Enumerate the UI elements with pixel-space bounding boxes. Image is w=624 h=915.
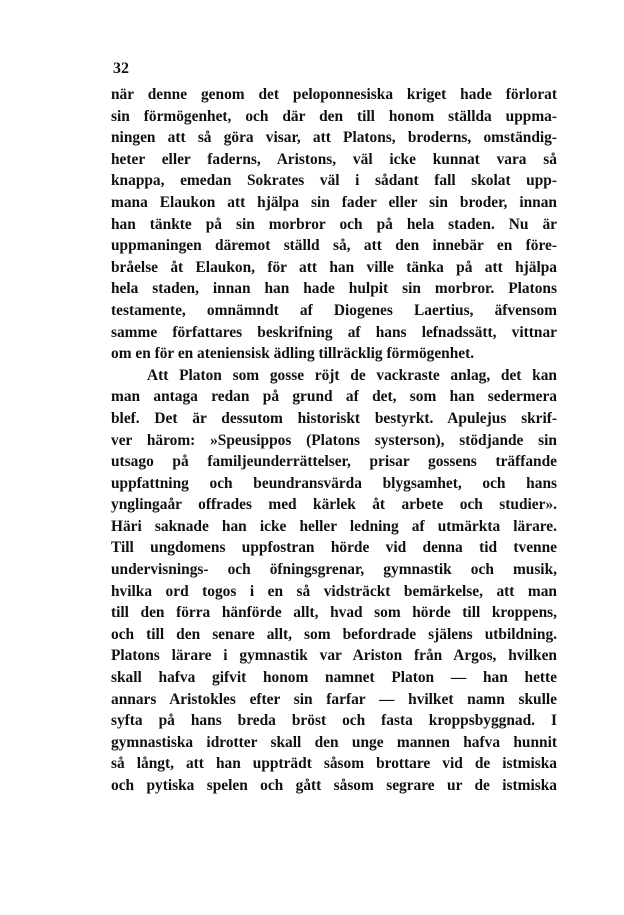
text-line: bråelse åt Elaukon, för att han ville tänka på att hjälpa — [111, 258, 557, 276]
text-line: ningen att så göra visar, att Platons, broderns, omständig- — [111, 129, 557, 147]
text-line: Att Platon som gosse röjt de vackraste anlag, det kan — [147, 366, 557, 384]
text-line: gymnastiska idrotter skall den unge mannen hafva hunnit — [111, 733, 557, 751]
text-line: om en för en ateniensisk ädling tillräcklig förmögenhet. — [111, 345, 475, 363]
text-line: samme författares beskrifning af hans lefnadssätt, vittnar — [111, 323, 557, 341]
text-line: till den förra hänförde allt, hvad som hörde till kroppens, — [111, 604, 557, 622]
text-line: knappa, emedan Sokrates väl i sådant fall skolat upp- — [111, 172, 557, 190]
text-line: ynglingaår offrades med kärlek åt arbete och studier». — [111, 496, 557, 514]
text-line: man antaga redan på grund af det, som han sedermera — [111, 388, 557, 406]
text-line: när denne genom det peloponnesiska kriget hade förlorat — [111, 86, 557, 103]
text-line: han tänkte på sin morbror och på hela staden. Nu är — [111, 215, 557, 233]
text-line: uppfattning och beundransvärda blygsamhet, och hans — [111, 474, 557, 492]
text-line: blef. Det är dessutom historiskt bestyrkt. Apulejus skrif- — [111, 409, 557, 427]
text-line: sin förmögenhet, och där den till honom ställda uppma- — [111, 107, 557, 125]
text-line: hvilka ord togos i en så vidsträckt bemärkelse, att man — [111, 582, 557, 600]
text-line: utsago på familjeunderrättelser, prisar gossens träffande — [111, 453, 557, 471]
text-line: annars Aristokles efter sin farfar — hvilket namn skulle — [111, 690, 557, 708]
text-line: så långt, att han uppträdt såsom brottare vid de istmiska — [111, 755, 557, 773]
page-number: 32 — [113, 60, 129, 77]
text-line: och till den senare allt, som befordrade själens utbildning. — [111, 625, 557, 643]
text-line: mana Elaukon att hjälpa sin fader eller sin broder, innan — [111, 193, 557, 211]
text-line: Till ungdomens uppfostran hörde vid denna tid tvenne — [111, 539, 557, 557]
text-line: ver härom: »Speusippos (Platons systerson), stödjande sin — [111, 431, 557, 449]
text-line: Häri saknade han icke heller ledning af utmärkta lärare. — [111, 517, 557, 535]
text-line: testamente, omnämndt af Diogenes Laertius, äfvensom — [111, 301, 557, 319]
text-line: Platons lärare i gymnastik var Ariston från Argos, hvilken — [111, 647, 557, 665]
text-line: syfta på hans breda bröst och fasta kroppsbyggnad. I — [111, 712, 557, 730]
text-line: uppmaningen däremot ställd så, att den innebär en före- — [111, 237, 557, 255]
body-text — [111, 84, 557, 797]
text-line: undervisnings- och öfningsgrenar, gymnastik och musik, — [111, 561, 557, 579]
text-line: hela staden, innan han hade hulpit sin morbror. Platons — [111, 280, 557, 298]
text-line: heter eller faderns, Aristons, väl icke kunnat vara så — [111, 150, 557, 168]
text-line: och pytiska spelen och gått såsom segrare ur de istmiska — [111, 777, 557, 794]
text-line: skall hafva gifvit honom namnet Platon — han hette — [111, 669, 557, 687]
